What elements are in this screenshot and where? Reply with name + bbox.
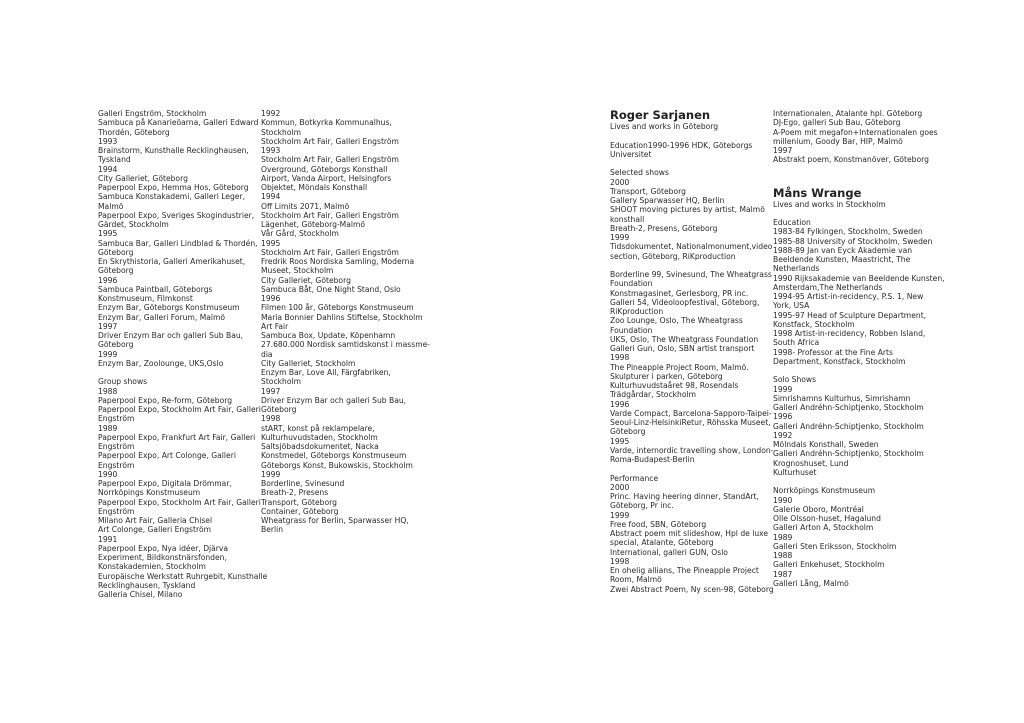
text-line: Solo Shows	[773, 375, 817, 385]
text-line: 1988-89 Jan van Eyck Akademie van	[773, 245, 913, 255]
text-line: Sambuca Box, Update, Köpenhamn	[261, 331, 396, 340]
text-line: Galerie Oboro, Montréal	[773, 504, 864, 514]
text-line: Galleri Arton A, Stockholm	[773, 523, 874, 533]
text-line: Department, Konstfack, Stockholm	[773, 356, 906, 366]
text-line: 1988	[773, 551, 793, 560]
text-line: Paperpool Expo, Stockholm Art Fair, Galleri	[98, 497, 261, 507]
text-line: 1999	[610, 233, 630, 242]
text-line: 1997	[773, 146, 793, 155]
text-line: En ohelig allians, The Pineapple Project	[610, 566, 759, 575]
text-line: Galleria Chisel, Milano	[98, 590, 183, 599]
text-line: Stockholm Art Fair, Galleri Engström	[261, 247, 399, 257]
text-line: Sambuca Båt, One Night Stand, Oslo	[261, 284, 401, 294]
text-line: 1996	[261, 294, 281, 303]
text-line: Lägenhet, Göteborg-Malmö	[261, 220, 366, 229]
text-line: Zwei Abstract Poem, Ny scen-98, Göteborg	[610, 584, 774, 594]
text-line: DJ-Ego, galleri Sub Bau, Göteborg	[773, 118, 901, 128]
text-line: Norrköpings Konstmuseum	[773, 486, 876, 496]
text-line: 1993	[98, 136, 118, 146]
text-line: Galleri Enkehuset, Stockholm	[773, 560, 885, 570]
text-line: SHOOT moving pictures by artist, Malmö	[610, 205, 765, 215]
text-line: 1996	[773, 412, 793, 422]
text-line: International, galleri GUN, Oslo	[610, 547, 728, 557]
text-line: 1990 Rijksakademie van Beeldende Kunsten,	[773, 273, 945, 283]
text-line: Galleri Andréhn-Schiptjenko, Stockholm	[773, 403, 924, 412]
text-line: Göteborg	[98, 247, 134, 257]
text-line: 1996	[610, 399, 630, 409]
text-line: Stockholm Art Fair, Galleri Engström	[261, 210, 399, 220]
text-line: 1993	[261, 146, 281, 155]
text-line: Sambuca Paintball, Göteborgs	[98, 284, 213, 294]
text-line: 1999	[98, 349, 118, 359]
left-page-column-2	[261, 109, 431, 535]
text-line: Stockholm Art Fair, Galleri Engström	[261, 155, 399, 165]
text-line: 1998- Professor at the Fine Arts	[773, 347, 893, 357]
text-line: Container, Göteborg	[261, 506, 339, 516]
text-line: 2000	[610, 177, 630, 187]
text-line: Malmö	[98, 201, 124, 211]
text-line: Objektet, Möndals Konsthall	[261, 183, 368, 192]
text-line: Paperpool Expo, Stockholm Art Fair, Galleri	[98, 405, 261, 414]
text-line: Stockholm Art Fair, Galleri Engström	[261, 136, 399, 146]
text-line: Netherlands	[773, 264, 820, 274]
cv-entries	[610, 131, 774, 594]
text-line: 1994-95 Artist-in-recidency, P.S. 1, New	[773, 292, 924, 301]
text-line: 1998	[610, 556, 630, 566]
text-line: Stockholm	[261, 127, 301, 137]
text-line: 1988	[98, 386, 118, 396]
artist-name-mans-wrange: Måns Wrange	[773, 185, 862, 200]
text-line: Paperpool Expo, Nya idéer, Djärva	[98, 543, 229, 553]
text-line: 1997	[98, 321, 118, 331]
text-line: Wheatgrass for Berlin, Sparwasser HQ,	[261, 516, 409, 525]
text-line: Konstmagasinet, Gerlesborg, PR inc.	[610, 288, 749, 298]
text-line: Princ. Having heering dinner, StandArt,	[610, 492, 759, 501]
text-line: Zoo Lounge, Oslo, The Wheatgrass	[610, 316, 743, 326]
cv-entries	[773, 209, 945, 588]
text-line: Tyskland	[98, 155, 131, 165]
text-line: 1989	[98, 423, 118, 433]
text-line: Abstrakt poem, Konstmanöver, Göteborg	[773, 155, 929, 165]
text-line: Breath-2, Presens	[261, 488, 329, 498]
text-line: Vår Gård, Stockholm	[261, 229, 339, 239]
text-line: Konstmedel, Göteborgs Konstmuseum	[261, 451, 407, 461]
text-line: Overground, Göteborgs Konsthall	[261, 164, 388, 174]
text-line: Museet, Stockholm	[261, 266, 334, 276]
text-line: Berlin	[261, 525, 284, 535]
text-line: Kulturhuset	[773, 467, 817, 477]
text-line: Beeldende Kunsten, Maastricht, The	[773, 255, 911, 264]
text-line: Art Fair	[261, 321, 289, 331]
text-line: Abstract poem mit slideshow, Hpl de luxe	[610, 529, 769, 538]
text-line: Göteborg	[261, 405, 297, 414]
spacer	[610, 261, 770, 270]
text-line: Internationalen, Atalante hpl. Göteborg	[773, 109, 923, 118]
text-line: 1998	[610, 353, 630, 363]
text-line: Enzym Bar, Göteborgs Konstmuseum	[98, 303, 240, 313]
text-line: Paperpool Expo, Digitala Drömmar,	[98, 479, 232, 488]
text-line: 27.680.000 Nordisk samtidskonst i massme-	[261, 340, 431, 350]
text-line: Paperpool Expo, Frankfurt Art Fair, Galleri	[98, 432, 256, 442]
text-line: 1996	[98, 275, 118, 285]
text-line: Filmen 100 år, Göteborgs Konstmuseum	[261, 303, 414, 313]
text-line: Sambuca på Kanarieöarna, Galleri Edward	[98, 118, 259, 128]
text-line: Paperpool Expo, Sveriges Skogindustrier,	[98, 210, 255, 220]
text-line: Engström	[98, 414, 135, 424]
artist-name-roger-sarjanen: Roger Sarjanen	[610, 108, 711, 122]
text-line: Enzym Bar, Zoolounge, UKS,Oslo	[98, 358, 224, 368]
spacer	[610, 131, 770, 140]
text-line: Simrishamns Kulturhus, Simrishamn	[773, 393, 911, 403]
text-line: Konstmuseum, Filmkonst	[98, 294, 193, 303]
text-line: stART, konst på reklampelare,	[261, 423, 375, 433]
text-line: Borderline 99, Svinesund, The Wheatgrass	[610, 270, 772, 279]
text-line: Galleri 54, Videoloopfestival, Göteborg,	[610, 297, 760, 307]
text-line: Galleri Andréhn-Schiptjenko, Stockholm	[773, 421, 924, 431]
text-line: 1995	[610, 436, 630, 446]
text-line: Göteborg	[610, 427, 646, 437]
text-line: Foundation	[610, 325, 653, 335]
text-line: Skulpturer i parken, Göteborg	[610, 371, 723, 381]
text-line: 1997	[261, 386, 281, 396]
text-line: 1992	[773, 430, 793, 440]
text-line: section, Göteborg, RiKproduction	[610, 251, 736, 261]
text-line: Gallery Sparwasser HQ, Berlin	[610, 196, 725, 205]
text-line: Performance	[610, 473, 659, 483]
text-line: 1995-97 Head of Sculpture Department,	[773, 310, 927, 320]
spacer	[773, 366, 933, 375]
text-line: dia	[261, 349, 273, 359]
text-line: En Skrythistoria, Galleri Amerikahuset,	[98, 257, 246, 266]
text-line: 1998 Artist-in-recidency, Robben Island,	[773, 329, 926, 338]
spacer	[610, 159, 770, 168]
text-line: Paperpool Expo, Art Colonge, Galleri	[98, 451, 236, 461]
text-line: Group shows	[98, 377, 148, 387]
text-line: Education1990-1996 HDK, Göteborgs	[610, 140, 753, 150]
text-line: Galleri Lång, Malmö	[773, 578, 849, 588]
text-line: Galleri Sten Eriksson, Stockholm	[773, 541, 897, 551]
text-line: Fredrik Roos Nordiska Samling, Moderna	[261, 257, 415, 266]
text-line: Engström	[98, 506, 135, 516]
text-line: Amsterdam,The Netherlands	[773, 282, 883, 292]
text-line: UKS, Oslo, The Wheatgrass Foundation	[610, 334, 759, 344]
text-line: 1995	[98, 229, 118, 239]
text-line: Norrköpings Konstmuseum	[98, 488, 201, 498]
text-line: Transport, Göteborg	[610, 186, 686, 196]
text-line: City Galleriet, Göteborg	[261, 275, 351, 285]
text-line: Tidsdokumentet, Nationalmonument,video	[610, 242, 773, 252]
text-line: special, Atalante, Göteborg	[610, 538, 714, 548]
text-line: A-Poem mit megafon+Internationalen goes	[773, 127, 938, 137]
text-line: RiKproduction	[610, 307, 664, 316]
text-line: Art Colonge, Galleri Engström	[98, 525, 211, 535]
text-line: 1995	[261, 238, 281, 248]
text-line: 1991	[98, 534, 118, 544]
text-line: 1999	[610, 510, 630, 520]
text-line: Enzym Bar, Love All, Färgfabriken,	[261, 368, 391, 377]
text-line: Saltsjöbadsdokumentet, Nacka	[261, 442, 379, 451]
text-line: Thordén, Göteborg	[98, 127, 170, 137]
spacer	[98, 368, 256, 377]
text-line: Breath-2, Presens, Göteborg	[610, 223, 718, 233]
text-line: Brainstorm, Kunsthalle Recklinghausen,	[98, 146, 249, 155]
spacer	[773, 477, 933, 486]
spacer	[773, 209, 933, 218]
text-line: Engström	[98, 460, 135, 470]
text-line: Universitet	[610, 149, 652, 159]
text-line: 1983-84 Fylkingen, Stockholm, Sweden	[773, 227, 923, 237]
text-line: 2000	[610, 482, 630, 492]
text-line: Göteborgs Konst, Bukowskis, Stockholm	[261, 460, 413, 470]
text-line: Maria Bonnier Dahlins Stiftelse, Stockholm	[261, 312, 423, 322]
artist-subtitle: Lives and works in Stockholm	[773, 199, 886, 209]
text-line: Driver Enzym Bar och galleri Sub Bau,	[98, 331, 244, 340]
text-line: Seoul-Linz-HelsinkiRetur, Röhsska Museet,	[610, 418, 771, 427]
text-line: The Pineapple Project Room, Malmö.	[610, 362, 749, 372]
text-line: Galleri Andréhn-Schiptjenko, Stockholm	[773, 449, 924, 459]
text-line: Konstfack, Stockholm	[773, 319, 855, 329]
text-line: Göteborg	[98, 266, 134, 276]
text-line: 1990	[98, 469, 118, 479]
text-line: Varde Compact, Barcelona-Sapporo-Taipei-	[610, 408, 772, 418]
text-line: Trädgårdar, Stockholm	[610, 390, 696, 400]
text-line: Konstakademien, Stockholm	[98, 562, 206, 572]
text-line: Roma-Budapest-Berlin	[610, 455, 695, 464]
text-line: City Galleriet, Göteborg	[98, 173, 188, 183]
text-line: Gärdet, Stockholm	[98, 220, 169, 229]
text-line: Paperpool Expo, Hemma Hos, Göteborg	[98, 183, 249, 192]
text-line: Kulturhuvudstaåret 98, Rosendals	[610, 381, 739, 390]
text-line: 1989	[773, 532, 793, 542]
text-line: Sambuca Konstakademi, Galleri Leger,	[98, 192, 246, 202]
text-line: Education	[773, 218, 811, 227]
text-line: Olle Olsson-huset, Hagalund	[773, 514, 881, 523]
text-line: Galleri Gun, Oslo, SBN artist transport	[610, 344, 755, 353]
text-line: 1994	[98, 164, 118, 174]
text-line: 1987	[773, 569, 793, 579]
text-line: 1999	[261, 469, 281, 479]
text-line: Free food, SBN, Göteborg	[610, 519, 707, 529]
text-line: Milano Art Fair, Galleria Chisel	[98, 516, 213, 525]
text-line: Paperpool Expo, Re-form, Göteborg	[98, 395, 233, 405]
text-line: Recklinghausen, Tyskland	[98, 580, 196, 590]
text-line: Room, Malmö	[610, 575, 662, 585]
text-line: Engström	[98, 442, 135, 451]
text-line: Sambuca Bar, Galleri Lindblad & Thordén,	[98, 238, 258, 248]
text-line: Göteborg	[98, 340, 134, 350]
text-line: 1994	[261, 192, 281, 202]
text-line: Experiment, Bildkonstnärsfonden,	[98, 553, 227, 562]
artist-subtitle: Lives and works in Göteborg	[610, 122, 719, 131]
text-line: Foundation	[610, 279, 653, 289]
text-line: Enzym Bar, Galleri Forum, Malmö	[98, 312, 226, 322]
text-line: konsthall	[610, 214, 645, 224]
text-line: Kommun, Botkyrka Kommunalhus,	[261, 118, 392, 128]
right-page-column-2	[773, 109, 945, 588]
text-line: Göteborg, Pr inc.	[610, 501, 674, 511]
text-line: 1985-88 University of Stockholm, Sweden	[773, 236, 933, 246]
text-line: Krognoshuset, Lund	[773, 458, 849, 468]
text-line: Galleri Engström, Stockholm	[98, 109, 207, 118]
text-line: City Galleriet, Stockholm	[261, 358, 356, 368]
text-line: York, USA	[773, 301, 810, 311]
text-line: 1998	[261, 414, 281, 424]
text-line: Off Limits 2071, Malmö	[261, 201, 350, 211]
spacer	[610, 464, 770, 473]
text-line: Stockholm	[261, 377, 301, 387]
text-line: Transport, Göteborg	[261, 497, 337, 507]
right-page-column-1	[610, 108, 774, 594]
text-line: Driver Enzym Bar och galleri Sub Bau,	[261, 395, 407, 405]
text-line: Selected shows	[610, 168, 669, 178]
text-line: Varde, internordic travelling show, London-	[610, 445, 774, 455]
text-line: 1999	[773, 384, 793, 394]
text-line: 1990	[773, 495, 793, 505]
text-line: Mölndals Konsthall, Sweden	[773, 440, 879, 449]
text-line: 1992	[261, 109, 281, 118]
text-line: millenium, Goody Bar, HIP, Malmö	[773, 136, 903, 146]
text-line: Borderline, Svinesund	[261, 479, 345, 488]
text-line: Airport, Vanda Airport, Helsingfors	[261, 173, 392, 183]
cv-entries-continued	[773, 109, 938, 165]
text-line: Kulturhuvudstaden, Stockholm	[261, 432, 378, 442]
text-line: Europäische Werkstatt Ruhrgebit, Kunsthalle	[98, 571, 268, 581]
text-line: South Africa	[773, 338, 820, 348]
